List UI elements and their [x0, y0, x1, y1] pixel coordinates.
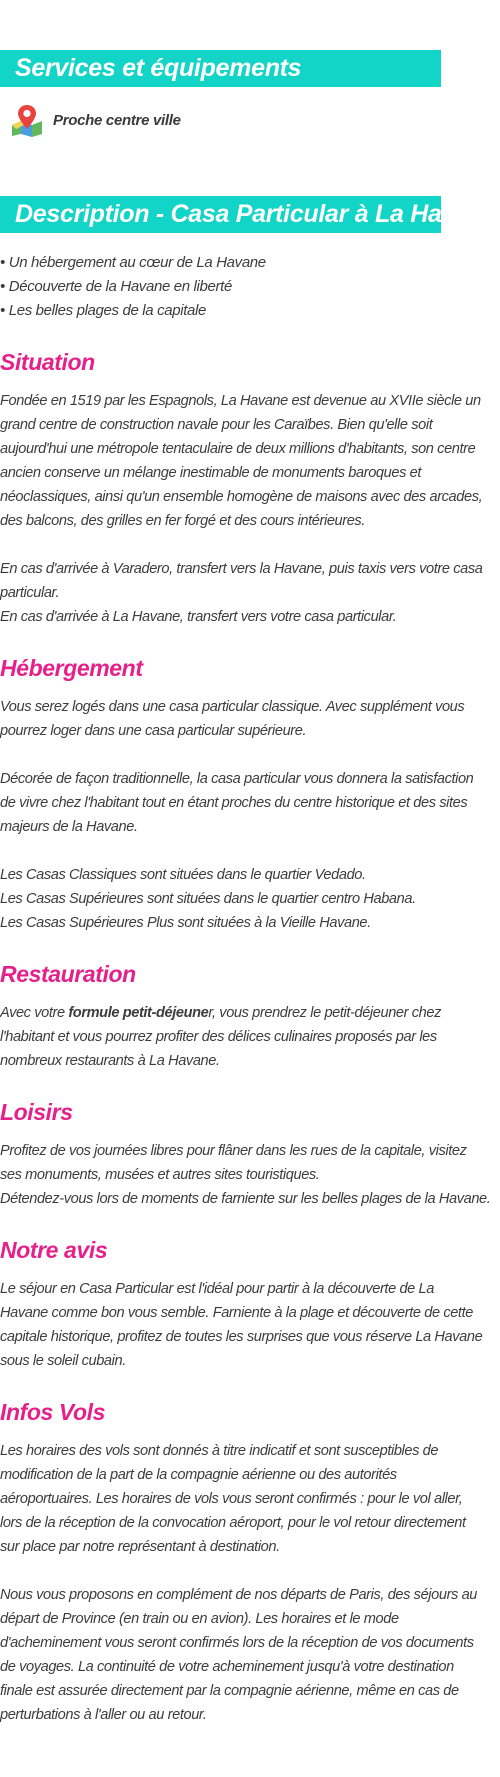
text-run: Avec votre — [0, 1005, 69, 1021]
text-line: Vous serez logés dans une casa particular classique. Avec supplément vous — [0, 699, 465, 715]
text-line: Les Casas Supérieures Plus sont situées à la Vieille Havane. — [0, 915, 371, 931]
section-title-situation: Situation — [0, 349, 95, 375]
text-line: ancien conserve un mélange inestimable de monuments baroques et — [0, 465, 421, 481]
text-line: modification de la part de la compagnie aérienne ou des autorités — [0, 1467, 397, 1483]
text-line: Fondée en 1519 par les Espagnols, La Havane est devenue au XVIIe siècle un — [0, 393, 481, 409]
text-line: grand centre de construction navale pour les Caraïbes. Bien qu'elle soit — [0, 417, 433, 433]
text-line: Détendez-vous lors de moments de farniente sur les belles plages de la Havane. — [0, 1191, 491, 1207]
text-line: d'acheminement vous seront confirmés lors de la réception de vos documents — [0, 1635, 474, 1651]
loisirs-text — [0, 1139, 491, 1211]
text-line: majeurs de la Havane. — [0, 819, 138, 835]
section-title-hebergement: Hébergement — [0, 655, 143, 681]
text-line: de voyages. La continuité de votre acheminement jusqu'à votre destination — [0, 1659, 454, 1675]
section-title-restauration: Restauration — [0, 961, 136, 987]
text-line: néoclassiques, ainsi qu'un ensemble homogène de maisons avec des arcades, — [0, 489, 483, 505]
vols-text — [0, 1439, 478, 1727]
text-line: des balcons, des grilles en fer forgé et des cours intérieures. — [0, 513, 365, 529]
text-line: nombreux restaurants à La Havane. — [0, 1053, 220, 1069]
text-line: Décorée de façon traditionnelle, la casa particular vous donnera la satisfaction — [0, 771, 474, 787]
map-pin-icon — [10, 103, 44, 137]
highlight-item: • Découverte de la Havane en liberté — [0, 278, 232, 295]
situation-text — [0, 389, 483, 629]
text-line: capitale historique, profitez de toutes les surprises que vous réserve La Havane — [0, 1329, 483, 1345]
section-title-avis: Notre avis — [0, 1237, 108, 1263]
text-line: Les Casas Supérieures sont situées dans le quartier centro Habana. — [0, 891, 416, 907]
text-line: sous le soleil cubain. — [0, 1353, 126, 1369]
text-line: perturbations à l'aller ou au retour. — [0, 1707, 207, 1723]
text-line: Les horaires des vols sont donnés à titre indicatif et sont susceptibles de — [0, 1443, 439, 1459]
service-item-location — [0, 102, 441, 138]
text-line: ses monuments, musées et autres sites touristiques. — [0, 1167, 320, 1183]
highlights-list — [0, 251, 441, 323]
formula-name: formule petit-déjeune — [68, 1005, 209, 1021]
section-title-loisirs: Loisirs — [0, 1099, 73, 1125]
text-line: Nous vous proposons en complément de nos départs de Paris, des séjours au — [0, 1587, 478, 1603]
description-heading: Description - Casa Particular à La Havane — [0, 196, 441, 233]
text-line — [0, 1001, 441, 1025]
service-label: Proche centre ville — [53, 111, 181, 129]
section-title-vols: Infos Vols — [0, 1399, 106, 1425]
text-line: aéroportuaires. Les horaires de vols vous seront confirmés : pour le vol aller, — [0, 1491, 463, 1507]
text-line: Profitez de vos journées libres pour flâner dans les rues de la capitale, visitez — [0, 1143, 467, 1159]
restauration-text — [0, 1001, 441, 1073]
highlight-item: • Un hébergement au cœur de La Havane — [0, 254, 266, 271]
text-line: aujourd'hui une métropole tentaculaire de deux millions d'habitants, son centre — [0, 441, 476, 457]
text-run: r, vous prendrez le petit-déjeuner chez — [208, 1005, 441, 1021]
avis-text — [0, 1277, 483, 1373]
text-line: pourrez loger dans une casa particular supérieure. — [0, 723, 307, 739]
text-line: Les Casas Classiques sont situées dans le quartier Vedado. — [0, 867, 366, 883]
text-line: lors de la réception de la convocation aéroport, pour le vol retour directement — [0, 1515, 466, 1531]
text-line: finale est assurée directement par la compagnie aérienne, même en cas de — [0, 1683, 459, 1699]
text-line: particular. — [0, 585, 60, 601]
text-line: sur place par notre représentant à destination. — [0, 1539, 280, 1555]
highlight-item: • Les belles plages de la capitale — [0, 302, 206, 319]
text-line: En cas d'arrivée à Varadero, transfert vers la Havane, puis taxis vers votre casa — [0, 561, 483, 577]
text-line: Havane comme bon vous semble. Farniente à la plage et découverte de cette — [0, 1305, 473, 1321]
services-heading: Services et équipements — [0, 50, 441, 87]
text-line: En cas d'arrivée à La Havane, transfert vers votre casa particular. — [0, 609, 397, 625]
hebergement-text — [0, 695, 474, 935]
text-line: l'habitant et vous pourrez profiter des délices culinaires proposés par les — [0, 1029, 437, 1045]
text-line: de vivre chez l'habitant tout en étant proches du centre historique et des sites — [0, 795, 468, 811]
text-line: Le séjour en Casa Particular est l'idéal pour partir à la découverte de La — [0, 1281, 434, 1297]
text-line: départ de Province (en train ou en avion). Les horaires et le mode — [0, 1611, 399, 1627]
